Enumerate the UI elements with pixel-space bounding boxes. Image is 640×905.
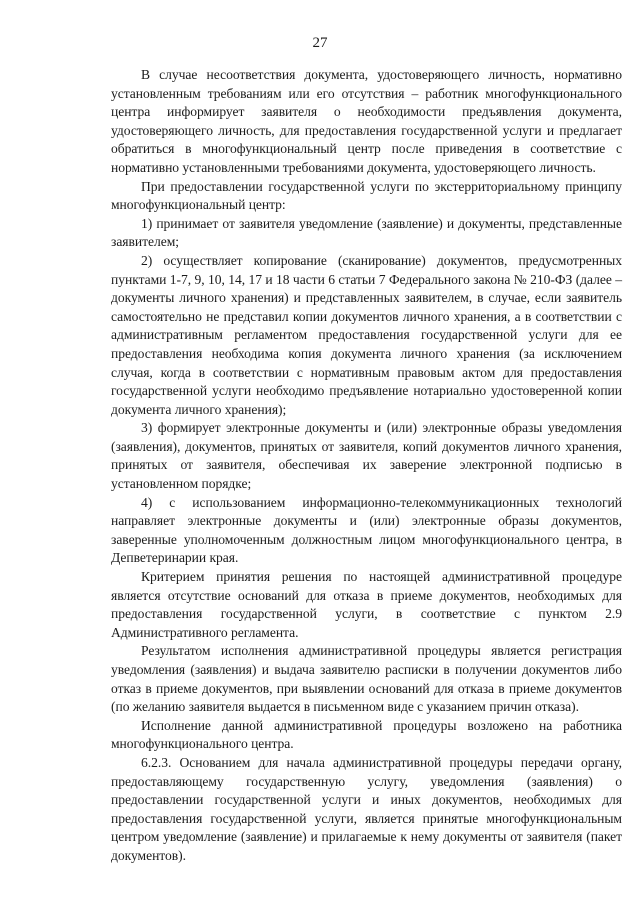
list-item-4-sends-documents: 4) с использованием информационно-телекоммуникационных технологий направляет электронные документы и (или) электронные образы документов, заверенные уполномоченным должностным лицом многофункционального центра, в Депветеринарии края. [111, 494, 622, 566]
paragraph-decision-criterion: Критерием принятия решения по настоящей административной процедуре является отсутствие оснований для отказа в приеме документов, необходимых для предоставления государственной услуги, в соответствие с пунктом 2.9 Административного регламента. [111, 569, 622, 640]
paragraph-executor: Исполнение данной административной процедуры возложено на работника многофункционального центра. [111, 717, 622, 752]
page-number: 27 [312, 35, 328, 51]
list-item-1-accepts-notification: 1) принимает от заявителя уведомление (заявление) и документы, представленные заявителем; [111, 215, 622, 250]
paragraph-6-2-3: 6.2.3. Основанием для начала административной процедуры передачи органу, предоставляющему государственную услугу, уведомления (заявления) о предоставлении государственной услуги и иных документов, необходимых для предоставления государственной услуги, является принятые многофункциональным центром уведомление (заявление) и прилагаемые к нему документы от заявителя (пакет документов). [111, 754, 622, 863]
paragraph-procedure-result: Результатом исполнения административной процедуры является регистрация уведомления (заявления) и выдача заявителю расписки в получении документов либо отказ в приеме документов, при выявлении оснований для отказа в приеме документов (по желанию заявителя выдается в письменном виде с указанием причин отказа). [111, 643, 622, 715]
body-text [111, 66, 622, 866]
paragraph-mfc-id-check: В случае несоответствия документа, удостоверяющего личность, нормативно установленным требованиям или его отсутствия – работник многофункционального центра информирует заявителя о необходимости предъявления документа, удостоверяющего личность, для предоставления государственной услуги и предлагает обратиться в многофункциональный центр после приведения в соответствие с нормативно установленными требованиями документа, удостоверяющего личность. [111, 67, 622, 175]
list-item-3-forms-e-documents: 3) формирует электронные документы и (или) электронные образы уведомления (заявления), документов, принятых от заявителя, копий документов личного хранения, принятых от заявителя, обеспечивая их заверение электронной подписью в установленном порядке; [111, 420, 622, 492]
paragraph-extraterritorial-intro: При предоставлении государственной услуги по экстерриториальному принципу многофункциональный центр: [111, 178, 622, 213]
list-item-2-copies-documents: 2) осуществляет копирование (сканирование) документов, предусмотренных пунктами 1-7, 9, 10, 14, 17 и 18 части 6 статьи 7 Федерального закона № 210-ФЗ (далее – документы личного хранения) и представленных заявителем, в случае, если заявитель самостоятельно не представил копии документов личного хранения, а в соответствии с административным регламентом предоставления государственной услуги для ее предоставления необходима копия документа личного хранения (за исключением случая, когда в соответствии с нормативным правовым актом для предоставления государственной услуги необходимо предъявление нотариально удостоверенной копии документа личного хранения); [111, 252, 622, 417]
